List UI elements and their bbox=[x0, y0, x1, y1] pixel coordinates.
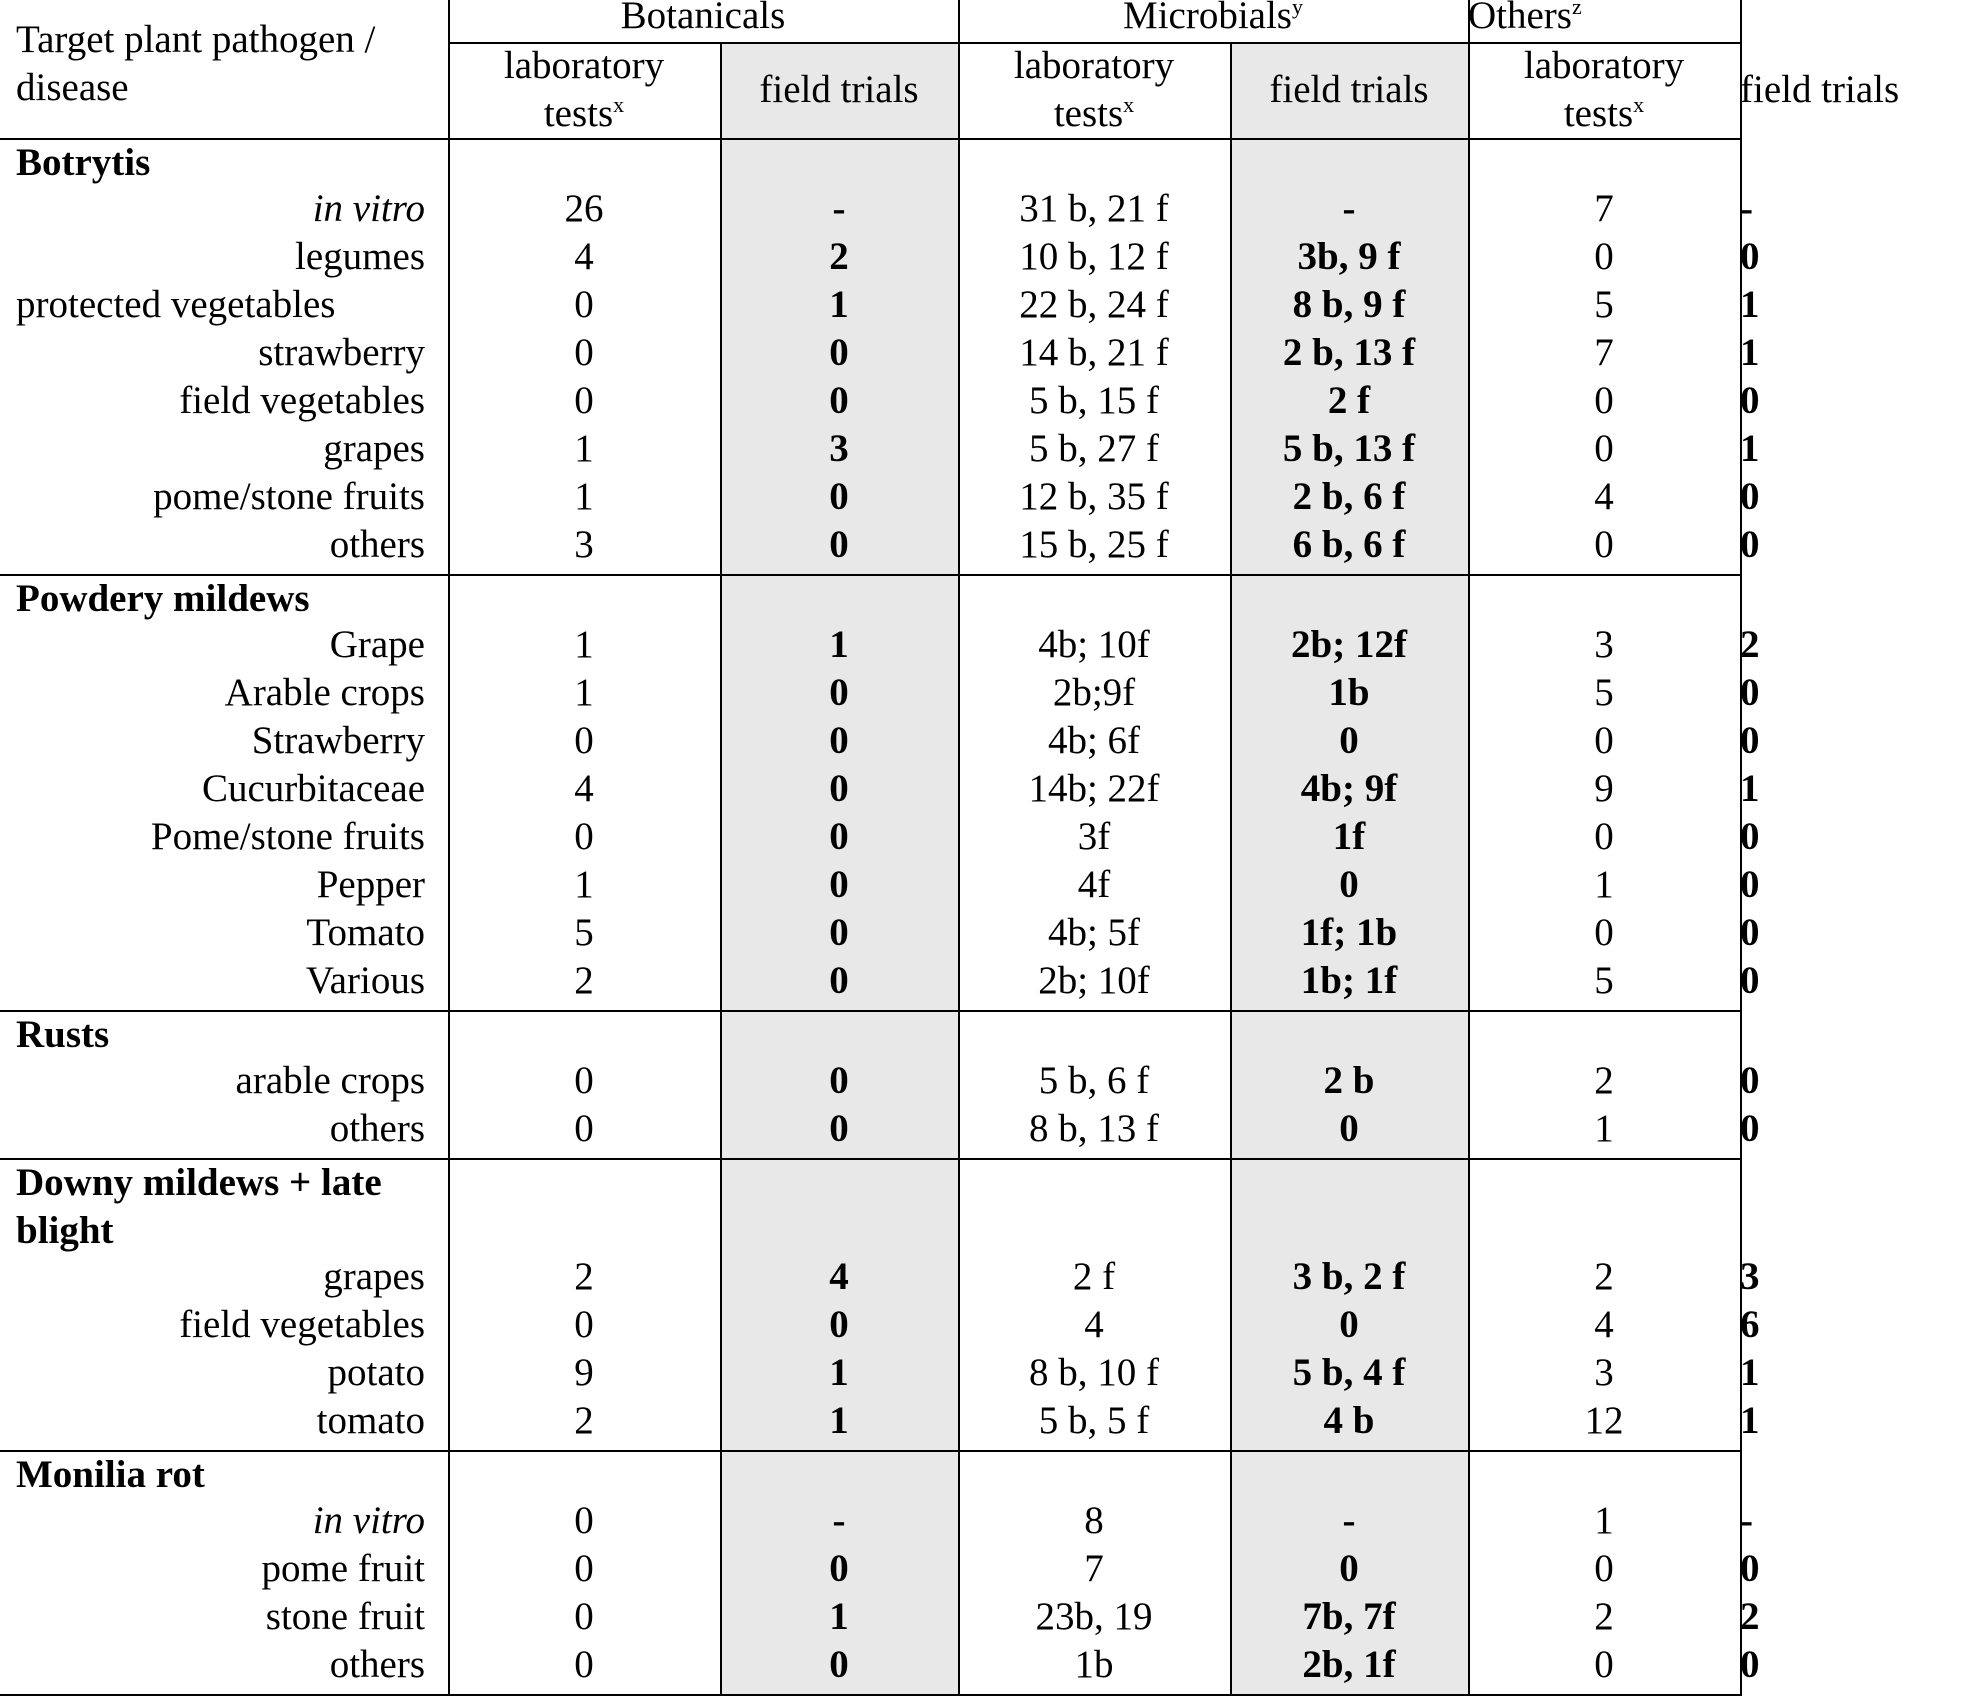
laboratory-tests-cell: 0 bbox=[1594, 427, 1614, 470]
laboratory-tests-cell: 1 bbox=[574, 475, 594, 518]
laboratory-tests-cell: 4b; 6f bbox=[1047, 719, 1141, 762]
laboratory-tests-cell: 22 b, 24 f bbox=[1019, 283, 1169, 326]
section-title: Rusts bbox=[16, 1013, 110, 1056]
field-trials-cell: 4 bbox=[829, 1255, 849, 1298]
row-label: tomato bbox=[316, 1399, 425, 1442]
group-title: Others bbox=[1468, 0, 1572, 37]
field-trials-cell: 0 bbox=[829, 719, 849, 762]
field-trials-cell: 0 bbox=[1740, 379, 1760, 422]
laboratory-tests-cell: 0 bbox=[1594, 235, 1614, 278]
field-trials-cell: 0 bbox=[829, 1547, 849, 1590]
laboratory-tests-cell: 5 b, 27 f bbox=[1029, 427, 1159, 470]
laboratory-tests-header bbox=[958, 90, 1230, 138]
field-trials-cell: 3b, 9 f bbox=[1297, 235, 1401, 278]
section-title: Downy mildews + late bbox=[16, 1161, 382, 1204]
field-trials-cell: - bbox=[832, 187, 846, 230]
laboratory-tests-cell: 0 bbox=[1594, 379, 1614, 422]
section-title: Monilia rot bbox=[16, 1453, 205, 1496]
row-label: grapes bbox=[323, 1255, 425, 1298]
laboratory-tests-cell: 14b; 22f bbox=[1028, 767, 1160, 810]
field-trials-cell: 0 bbox=[1740, 671, 1760, 714]
field-trials-cell: 1 bbox=[829, 1351, 849, 1394]
field-trials-cell: 0 bbox=[829, 1059, 849, 1102]
field-trials-cell: 1 bbox=[829, 1399, 849, 1442]
group-header-microbials bbox=[958, 0, 1468, 40]
field-trials-cell: 2 b, 6 f bbox=[1292, 475, 1406, 518]
row-label: legumes bbox=[295, 235, 425, 278]
laboratory-tests-cell: 0 bbox=[574, 283, 594, 326]
laboratory-tests-cell: 8 bbox=[1084, 1499, 1104, 1542]
row-label: Pepper bbox=[316, 863, 425, 906]
field-trials-header: field trials bbox=[759, 68, 919, 111]
row-label: in vitro bbox=[312, 187, 425, 230]
field-trials-cell: 7b, 7f bbox=[1302, 1595, 1396, 1638]
field-trials-cell: 0 bbox=[829, 959, 849, 1002]
laboratory-tests-cell: 5 b, 5 f bbox=[1038, 1399, 1150, 1442]
field-trials-cell: 1 bbox=[1740, 1351, 1760, 1394]
field-trials-cell: 0 bbox=[1339, 1303, 1359, 1346]
field-trials-cell: 3 bbox=[829, 427, 849, 470]
horizontal-rule bbox=[0, 138, 1742, 140]
field-trials-cell: 0 bbox=[1740, 719, 1760, 762]
field-trials-cell: 2 b bbox=[1323, 1059, 1375, 1102]
row-label-header: disease bbox=[16, 66, 129, 109]
field-trials-cell: 0 bbox=[829, 1643, 849, 1686]
row-label: field vegetables bbox=[179, 1303, 425, 1346]
laboratory-tests-cell: 1 bbox=[1594, 1107, 1614, 1150]
laboratory-tests-cell: 7 bbox=[1594, 331, 1614, 374]
laboratory-tests-cell: 1 bbox=[574, 427, 594, 470]
field-trials-cell: 6 b, 6 f bbox=[1292, 523, 1406, 566]
laboratory-tests-cell: 2b;9f bbox=[1052, 671, 1136, 714]
field-trials-cell: - bbox=[1740, 187, 1753, 230]
laboratory-tests-cell: 4 bbox=[1594, 475, 1614, 518]
field-trials-cell: 0 bbox=[829, 523, 849, 566]
field-trials-cell: - bbox=[1740, 1499, 1753, 1542]
laboratory-tests-cell: 0 bbox=[574, 1643, 594, 1686]
field-trials-cell: 2 bbox=[1740, 1595, 1760, 1638]
footnote-marker: x bbox=[613, 92, 625, 117]
row-label: potato bbox=[327, 1351, 425, 1394]
field-trials-cell: 3 b, 2 f bbox=[1292, 1255, 1406, 1298]
laboratory-tests-cell: 0 bbox=[574, 1499, 594, 1542]
field-trials-cell: 0 bbox=[829, 863, 849, 906]
row-label: in vitro bbox=[312, 1499, 425, 1542]
laboratory-tests-cell: 2 bbox=[1594, 1255, 1614, 1298]
tests-word: tests bbox=[1053, 92, 1124, 135]
horizontal-rule bbox=[0, 1450, 1742, 1452]
laboratory-tests-cell: 0 bbox=[574, 1107, 594, 1150]
laboratory-tests-cell: 8 b, 13 f bbox=[1029, 1107, 1159, 1150]
field-trials-cell: 0 bbox=[1339, 719, 1359, 762]
field-trials-cell: 0 bbox=[829, 911, 849, 954]
laboratory-tests-cell: 2 bbox=[574, 1255, 594, 1298]
laboratory-tests-cell: 3 bbox=[574, 523, 594, 566]
row-label: arable crops bbox=[235, 1059, 425, 1102]
laboratory-tests-cell: 3 bbox=[1594, 623, 1614, 666]
field-trials-cell: 0 bbox=[829, 331, 849, 374]
laboratory-tests-cell: 5 bbox=[574, 911, 594, 954]
laboratory-tests-cell: 0 bbox=[1594, 911, 1614, 954]
row-label: strawberry bbox=[258, 331, 425, 374]
row-label: grapes bbox=[323, 427, 425, 470]
field-trials-cell: 1f bbox=[1332, 815, 1366, 858]
row-label: others bbox=[329, 1107, 425, 1150]
field-trials-cell: 2 bbox=[829, 235, 849, 278]
laboratory-tests-cell: 1 bbox=[574, 623, 594, 666]
field-trials-cell: 2b; 12f bbox=[1291, 623, 1407, 666]
field-trials-cell: - bbox=[1342, 187, 1356, 230]
laboratory-tests-cell: 0 bbox=[574, 331, 594, 374]
field-trials-cell: 1 bbox=[1740, 331, 1760, 374]
row-label: pome fruit bbox=[261, 1547, 425, 1590]
row-label: Various bbox=[305, 959, 425, 1002]
row-label: Pome/stone fruits bbox=[150, 815, 425, 858]
field-trials-cell: 0 bbox=[1740, 863, 1760, 906]
laboratory-tests-cell: 2 bbox=[574, 959, 594, 1002]
laboratory-tests-cell: 1 bbox=[574, 863, 594, 906]
laboratory-tests-header: laboratory bbox=[503, 44, 665, 87]
footnote-marker: x bbox=[1123, 92, 1135, 117]
field-trials-cell: 1 bbox=[1740, 283, 1760, 326]
row-label: field vegetables bbox=[179, 379, 425, 422]
group-header-others bbox=[1468, 0, 1582, 40]
field-trials-header: field trials bbox=[1269, 68, 1429, 111]
field-trials-cell: - bbox=[832, 1499, 846, 1542]
laboratory-tests-cell: 4b; 5f bbox=[1047, 911, 1141, 954]
laboratory-tests-cell: 1 bbox=[1594, 1499, 1614, 1542]
group-title: Botanicals bbox=[620, 0, 786, 37]
field-trials-cell: 0 bbox=[829, 1303, 849, 1346]
tests-word: tests bbox=[1563, 92, 1634, 135]
laboratory-tests-cell: 31 b, 21 f bbox=[1019, 187, 1169, 230]
laboratory-tests-cell: 9 bbox=[1594, 767, 1614, 810]
row-label: protected vegetables bbox=[16, 283, 336, 326]
footnote-marker: x bbox=[1633, 92, 1645, 117]
laboratory-tests-cell: 5 b, 15 f bbox=[1029, 379, 1159, 422]
field-trials-cell: 0 bbox=[829, 475, 849, 518]
field-trials-cell: 0 bbox=[1740, 1547, 1760, 1590]
laboratory-tests-cell: 0 bbox=[1594, 815, 1614, 858]
laboratory-tests-cell: 0 bbox=[574, 1595, 594, 1638]
field-trials-cell: 0 bbox=[829, 767, 849, 810]
group-title: Microbials bbox=[1123, 0, 1292, 37]
laboratory-tests-cell: 4 bbox=[1594, 1303, 1614, 1346]
row-label-header: Target plant pathogen / bbox=[16, 18, 376, 61]
laboratory-tests-cell: 4 bbox=[1084, 1303, 1104, 1346]
laboratory-tests-cell: 2 bbox=[1594, 1059, 1614, 1102]
field-trials-cell: 1 bbox=[1740, 1399, 1760, 1442]
field-trials-cell: 1 bbox=[829, 623, 849, 666]
laboratory-tests-cell: 5 bbox=[1594, 671, 1614, 714]
field-trials-cell: 0 bbox=[1740, 1107, 1760, 1150]
laboratory-tests-cell: 2b; 10f bbox=[1038, 959, 1150, 1002]
laboratory-tests-cell: 5 bbox=[1594, 283, 1614, 326]
laboratory-tests-header bbox=[1468, 90, 1740, 138]
laboratory-tests-cell: 9 bbox=[574, 1351, 594, 1394]
laboratory-tests-cell: 4f bbox=[1077, 863, 1111, 906]
field-trials-cell: 0 bbox=[1740, 911, 1760, 954]
field-trials-cell: 0 bbox=[829, 379, 849, 422]
laboratory-tests-cell: 4b; 10f bbox=[1038, 623, 1150, 666]
field-trials-cell: 0 bbox=[1740, 475, 1760, 518]
row-label: Strawberry bbox=[251, 719, 425, 762]
laboratory-tests-cell: 7 bbox=[1594, 187, 1614, 230]
field-trials-cell: 0 bbox=[1339, 1547, 1359, 1590]
field-trials-cell: 1b bbox=[1328, 671, 1370, 714]
laboratory-tests-cell: 15 b, 25 f bbox=[1019, 523, 1169, 566]
laboratory-tests-header: laboratory bbox=[1013, 44, 1175, 87]
field-trials-cell: 5 b, 4 f bbox=[1292, 1351, 1406, 1394]
laboratory-tests-cell: 0 bbox=[1594, 719, 1614, 762]
section-title: blight bbox=[16, 1209, 114, 1252]
row-label: others bbox=[329, 1643, 425, 1686]
row-label: Grape bbox=[329, 623, 425, 666]
laboratory-tests-header: laboratory bbox=[1523, 44, 1685, 87]
laboratory-tests-cell: 1 bbox=[1594, 863, 1614, 906]
laboratory-tests-cell: 2 bbox=[574, 1399, 594, 1442]
laboratory-tests-cell: 2 bbox=[1594, 1595, 1614, 1638]
laboratory-tests-header bbox=[448, 90, 720, 138]
laboratory-tests-cell: 10 b, 12 f bbox=[1019, 235, 1169, 278]
field-trials-cell: 1 bbox=[1740, 767, 1760, 810]
laboratory-tests-cell: 3 bbox=[1594, 1351, 1614, 1394]
laboratory-tests-cell: 2 f bbox=[1072, 1255, 1116, 1298]
field-trials-cell: 0 bbox=[1740, 959, 1760, 1002]
section-title: Powdery mildews bbox=[16, 577, 310, 620]
field-trials-cell: 0 bbox=[829, 815, 849, 858]
field-trials-cell: 1 bbox=[829, 283, 849, 326]
field-trials-cell: 0 bbox=[1740, 235, 1760, 278]
row-label: others bbox=[329, 523, 425, 566]
laboratory-tests-cell: 23b, 19 bbox=[1035, 1595, 1153, 1638]
field-trials-cell: 1b; 1f bbox=[1300, 959, 1398, 1002]
laboratory-tests-cell: 5 bbox=[1594, 959, 1614, 1002]
tests-word: tests bbox=[543, 92, 614, 135]
horizontal-rule bbox=[0, 1010, 1742, 1012]
field-trials-cell: 1 bbox=[829, 1595, 849, 1638]
laboratory-tests-cell: 14 b, 21 f bbox=[1019, 331, 1169, 374]
field-trials-cell: 0 bbox=[1339, 863, 1359, 906]
laboratory-tests-cell: 1 bbox=[574, 671, 594, 714]
field-trials-cell: - bbox=[1342, 1499, 1356, 1542]
laboratory-tests-cell: 12 b, 35 f bbox=[1019, 475, 1169, 518]
row-label: Cucurbitaceae bbox=[201, 767, 425, 810]
laboratory-tests-cell: 0 bbox=[1594, 1547, 1614, 1590]
laboratory-tests-cell: 1b bbox=[1074, 1643, 1114, 1686]
field-trials-cell: 0 bbox=[1740, 815, 1760, 858]
row-label: pome/stone fruits bbox=[153, 475, 425, 518]
laboratory-tests-cell: 4 bbox=[574, 767, 594, 810]
laboratory-tests-cell: 7 bbox=[1084, 1547, 1104, 1590]
field-trials-header: field trials bbox=[1740, 68, 1900, 111]
field-trials-cell: 0 bbox=[1740, 1059, 1760, 1102]
field-trials-cell: 2 bbox=[1740, 623, 1760, 666]
field-trials-cell: 2 f bbox=[1327, 379, 1371, 422]
field-trials-cell: 1 bbox=[1740, 427, 1760, 470]
field-trials-cell: 8 b, 9 f bbox=[1292, 283, 1406, 326]
field-trials-cell: 0 bbox=[1740, 523, 1760, 566]
field-trials-cell: 4 b bbox=[1323, 1399, 1375, 1442]
field-trials-cell: 5 b, 13 f bbox=[1282, 427, 1416, 470]
laboratory-tests-cell: 26 bbox=[564, 187, 604, 230]
laboratory-tests-cell: 0 bbox=[574, 815, 594, 858]
field-trials-cell: 6 bbox=[1740, 1303, 1760, 1346]
group-header-botanicals bbox=[448, 0, 958, 40]
field-trials-cell: 1f; 1b bbox=[1300, 911, 1398, 954]
field-trials-cell: 0 bbox=[829, 671, 849, 714]
laboratory-tests-cell: 5 b, 6 f bbox=[1038, 1059, 1150, 1102]
field-trials-cell: 4b; 9f bbox=[1300, 767, 1398, 810]
field-trials-cell: 2b, 1f bbox=[1302, 1643, 1396, 1686]
laboratory-tests-cell: 4 bbox=[574, 235, 594, 278]
laboratory-tests-cell: 0 bbox=[574, 1303, 594, 1346]
field-trials-cell: 0 bbox=[829, 1107, 849, 1150]
laboratory-tests-cell: 0 bbox=[1594, 523, 1614, 566]
row-label: Arable crops bbox=[224, 671, 425, 714]
laboratory-tests-cell: 0 bbox=[1594, 1643, 1614, 1686]
laboratory-tests-cell: 0 bbox=[574, 719, 594, 762]
field-trials-cell: 3 bbox=[1740, 1255, 1760, 1298]
laboratory-tests-cell: 12 bbox=[1584, 1399, 1624, 1442]
laboratory-tests-cell: 3f bbox=[1077, 815, 1111, 858]
field-trials-cell: 0 bbox=[1339, 1107, 1359, 1150]
laboratory-tests-cell: 0 bbox=[574, 1547, 594, 1590]
laboratory-tests-cell: 8 b, 10 f bbox=[1029, 1351, 1159, 1394]
laboratory-tests-cell: 0 bbox=[574, 1059, 594, 1102]
footnote-marker: z bbox=[1571, 0, 1582, 19]
field-trials-cell: 0 bbox=[1740, 1643, 1760, 1686]
row-label: Tomato bbox=[306, 911, 425, 954]
field-trials-cell: 2 b, 13 f bbox=[1282, 331, 1416, 374]
footnote-marker: y bbox=[1291, 0, 1303, 19]
laboratory-tests-cell: 0 bbox=[574, 379, 594, 422]
section-title: Botrytis bbox=[16, 141, 151, 184]
row-label: stone fruit bbox=[265, 1595, 425, 1638]
